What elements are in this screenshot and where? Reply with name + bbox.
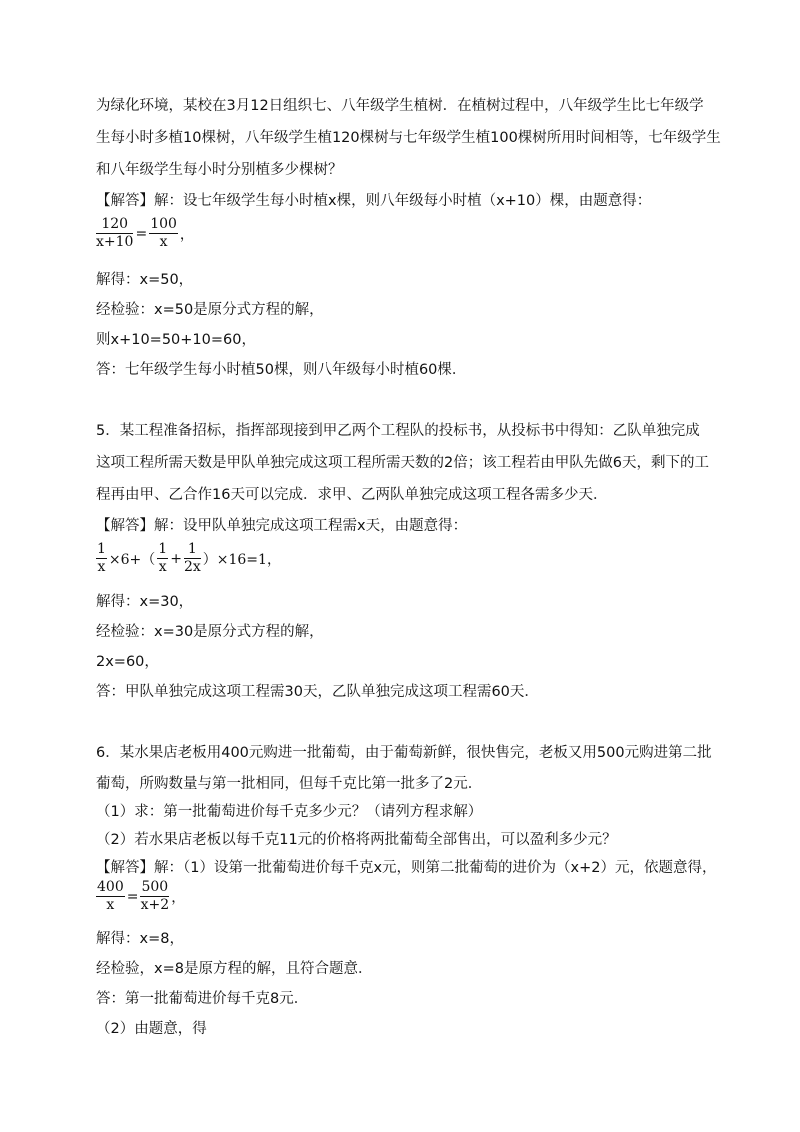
p5-final-answer: 答：甲队单独完成这项工程需30天，乙队单独完成这项工程需60天． — [96, 684, 539, 700]
p4-numerator-right: 100 — [150, 216, 177, 232]
p6-question-line-2: 葡萄，所购数量与第一批相同，但每千克比第一批多了2元． — [96, 776, 483, 792]
p4-solve-line: 解得：x=50， — [96, 272, 194, 288]
p4-fraction-right — [149, 216, 178, 251]
p5-numerator-3: 1 — [184, 541, 201, 559]
p5-fraction-3 — [184, 541, 201, 576]
p4-equation — [96, 216, 196, 251]
p6-fraction-left — [96, 879, 125, 914]
p5-numerator-2: 1 — [158, 541, 168, 557]
p4-question-line-2: 生每小时多植10棵树，八年级学生植120棵树与七年级学生植100棵树所用时间相等，七年级学生 — [96, 130, 721, 146]
p6-subquestion-1: （1）求：第一批葡萄进价每千克多少元？（请列方程求解） — [96, 804, 483, 820]
p6-question-line-1: 6．某水果店老板用400元购进一批葡萄，由于葡萄新鲜，很快售完，老板又用500元购进第二批 — [96, 745, 712, 761]
p4-compute-line: 则x+10=50+10=60， — [96, 332, 256, 348]
p5-equation — [96, 541, 283, 576]
p6-subquestion-2: （2）若水果店老板以每千克11元的价格将两批葡萄全部售出，可以盈利多少元？ — [96, 832, 617, 848]
p4-denominator-left: x+10 — [96, 234, 134, 250]
p4-check-line: 经检验：x=50是原分式方程的解， — [96, 302, 324, 318]
p5-question-line-2: 这项工程所需天数是甲队单独完成这项工程所需天数的2倍；该工程若由甲队先做6天，剩下的工 — [96, 455, 709, 471]
p4-question-line-1: 为绿化环境，某校在3月12日组织七、八年级学生植树．在植树过程中，八年级学生比七年级学 — [96, 98, 704, 114]
p5-equation-tail: ）×16=1， — [202, 551, 281, 568]
p6-equation-tail: ， — [171, 889, 186, 906]
p4-numerator-left: 120 — [96, 216, 133, 234]
p5-plus-sign: + — [170, 550, 182, 567]
p6-part2-intro: （2）由题意，得 — [96, 1021, 207, 1037]
p6-fraction-right — [140, 879, 169, 914]
p6-equation — [96, 879, 187, 914]
p5-denominator-1: x — [97, 559, 106, 575]
p5-numerator-1: 1 — [97, 541, 106, 557]
p5-solve-line: 解得：x=30， — [96, 594, 194, 610]
p6-numerator-left: 400 — [97, 879, 124, 895]
p6-solve-line: 解得：x=8， — [96, 931, 184, 947]
p4-answer-intro: 【解答】解：设七年级学生每小时植x棵，则八年级每小时植（x+10）棵，由题意得： — [96, 193, 652, 209]
p5-question-line-3: 程再由甲、乙合作16天可以完成．求甲、乙两队单独完成这项工程各需多少天． — [96, 487, 608, 503]
p6-equals-sign: = — [126, 888, 139, 905]
p4-equation-tail: ， — [179, 226, 194, 243]
p4-fraction-left — [96, 216, 133, 251]
p5-denominator-3: 2x — [183, 559, 201, 575]
p4-final-answer: 答：七年级学生每小时植50棵，则八年级每小时植60棵． — [96, 362, 467, 378]
p4-question-line-3: 和八年级学生每小时分别植多少棵树？ — [96, 162, 343, 178]
p6-check-line: 经检验，x=8是原方程的解，且符合题意． — [96, 961, 373, 977]
p5-denominator-2: x — [158, 559, 167, 575]
p5-check-line: 经检验：x=30是原分式方程的解， — [96, 624, 324, 640]
p6-answer-intro: 【解答】解：（1）设第一批葡萄进价每千克x元，则第二批葡萄的进价为（x+2）元，依题意得， — [96, 860, 717, 876]
p6-final-answer-part1: 答：第一批葡萄进价每千克8元． — [96, 991, 309, 1007]
p5-answer-intro: 【解答】解：设甲队单独完成这项工程需x天，由题意得： — [96, 518, 468, 534]
p5-fraction-1 — [96, 541, 107, 576]
p4-denominator-right: x — [159, 234, 168, 250]
p6-numerator-right: 500 — [141, 879, 169, 895]
p5-equation-mid: ×6+（ — [108, 551, 156, 568]
p5-compute-line: 2x=60， — [96, 654, 159, 670]
p5-fraction-2 — [157, 541, 168, 576]
p6-denominator-left: x — [106, 897, 115, 913]
p5-question-line-1: 5．某工程准备招标，指挥部现接到甲乙两个工程队的投标书，从投标书中得知：乙队单独完成 — [96, 423, 700, 439]
p4-equals-sign: = — [135, 225, 148, 242]
p6-denominator-right: x+2 — [140, 897, 170, 913]
